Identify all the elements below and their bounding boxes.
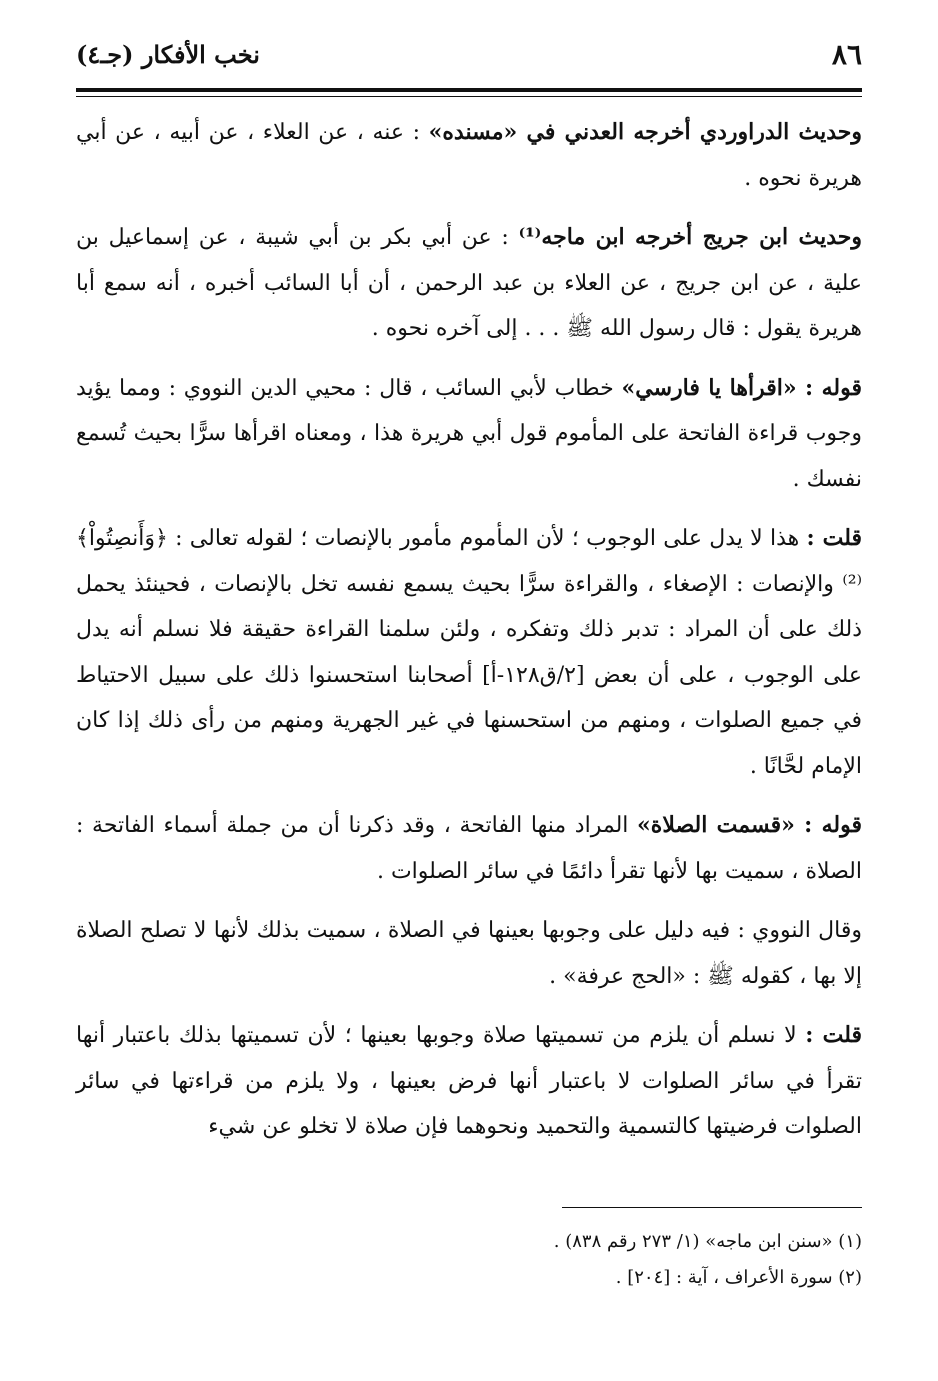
paragraph bbox=[76, 366, 862, 503]
paragraph-text: المراد منها الفاتحة ، وقد ذكرنا أن من جملة أسماء الفاتحة : الصلاة ، سميت بها لأنها تقرأ دائمًا في سائر الصلوات . bbox=[76, 813, 862, 884]
paragraph-lead: وحديث الدراوردي أخرجه العدني في «مسنده» bbox=[428, 119, 862, 145]
header-rule-thick bbox=[76, 88, 862, 92]
page-header bbox=[76, 38, 862, 84]
paragraph-text: لا نسلم أن يلزم من تسميتها صلاة وجوبها بعينها ؛ لأن تسميتها بذلك باعتبار أنها تقرأ في سائر الصلوات لا باعتبار أنها فرض بعينها ، ولا يلزم من قراءتها في سائر الصلوات فرضيتها كالتسمية والتحميد ونحوهما فإن صلاة لا تخلو عن شيء bbox=[76, 1023, 862, 1139]
paragraph-lead: قلت : bbox=[805, 1022, 862, 1048]
page-number: ٨٦ bbox=[831, 38, 862, 71]
footnote-rule bbox=[562, 1207, 862, 1208]
paragraph-lead: قوله : «قسمت الصلاة» bbox=[637, 812, 862, 838]
paragraph bbox=[76, 110, 862, 201]
paragraph-lead: وحديث ابن جريج أخرجه ابن ماجه⁽¹⁾ bbox=[518, 224, 863, 250]
paragraph-lead: قوله : «اقرأها يا فارسي» bbox=[621, 374, 863, 401]
footnote: (١) «سنن ابن ماجه» (١/ ٢٧٣ رقم ٨٣٨) . bbox=[553, 1231, 862, 1252]
paragraph bbox=[76, 1013, 862, 1150]
body-text bbox=[76, 110, 862, 1164]
footnote: (٢) سورة الأعراف ، آية : [٢٠٤] . bbox=[615, 1267, 862, 1288]
paragraph bbox=[76, 803, 862, 894]
paragraph bbox=[76, 908, 862, 999]
paragraph-text: خطاب لأبي السائب ، قال : محيي الدين النووي : ومما يؤيد وجوب قراءة الفاتحة على المأموم قول أبي هريرة هذا ، ومعناه اقرأها سرًّا بحيث تُسمع نفسك . bbox=[76, 375, 862, 492]
paragraph-lead: قلت : bbox=[806, 525, 862, 551]
footnotes bbox=[76, 1224, 862, 1296]
paragraph-text: هذا لا يدل على الوجوب ؛ لأن المأموم مأمور بالإنصات ؛ لقوله تعالى : ﴿وَأَنصِتُواْ﴾⁽²⁾ والإنصات : الإصغاء ، والقراءة سرًّا بحيث يسمع نفسه تخل بالإنصات ، فحينئذ يحمل ذلك على أن المراد : تدبر ذلك وتفكره ، ولئن سلمنا القراءة حقيقة فلا نسلم أنه يدل على الوجوب ، على أن بعض [٢/ق١٢٨-أ] أصحابنا استحسنوا ذلك على سبيل الاحتياط في جميع الصلوات ، ومنهم من استحسنها في غير الجهرية ومنهم من رأى ذلك إذا كان الإمام لحَّانًا . bbox=[76, 526, 862, 779]
paragraph bbox=[76, 215, 862, 352]
paragraph-text: : عنه ، عن العلاء ، عن أبيه ، عن أبي هريرة نحوه . bbox=[76, 120, 862, 191]
paragraph bbox=[76, 516, 862, 789]
running-title: نخب الأفكار (جـ٤) bbox=[76, 40, 260, 69]
header-rule-thin bbox=[76, 96, 862, 97]
paragraph-text: : عن أبي بكر بن أبي شيبة ، عن إسماعيل بن علية ، عن ابن جريج ، عن العلاء بن عبد الرحمن ، أن أبا السائب أخبره ، أنه سمع أبا هريرة يقول : قال رسول الله ﷺ . . . إلى آخره نحوه . bbox=[76, 225, 862, 341]
paragraph-text: وقال النووي : فيه دليل على وجوبها بعينها في الصلاة ، سميت بذلك لأنها لا تصلح الصلاة إلا بها ، كقوله ﷺ : «الحج عرفة» . bbox=[76, 918, 862, 989]
